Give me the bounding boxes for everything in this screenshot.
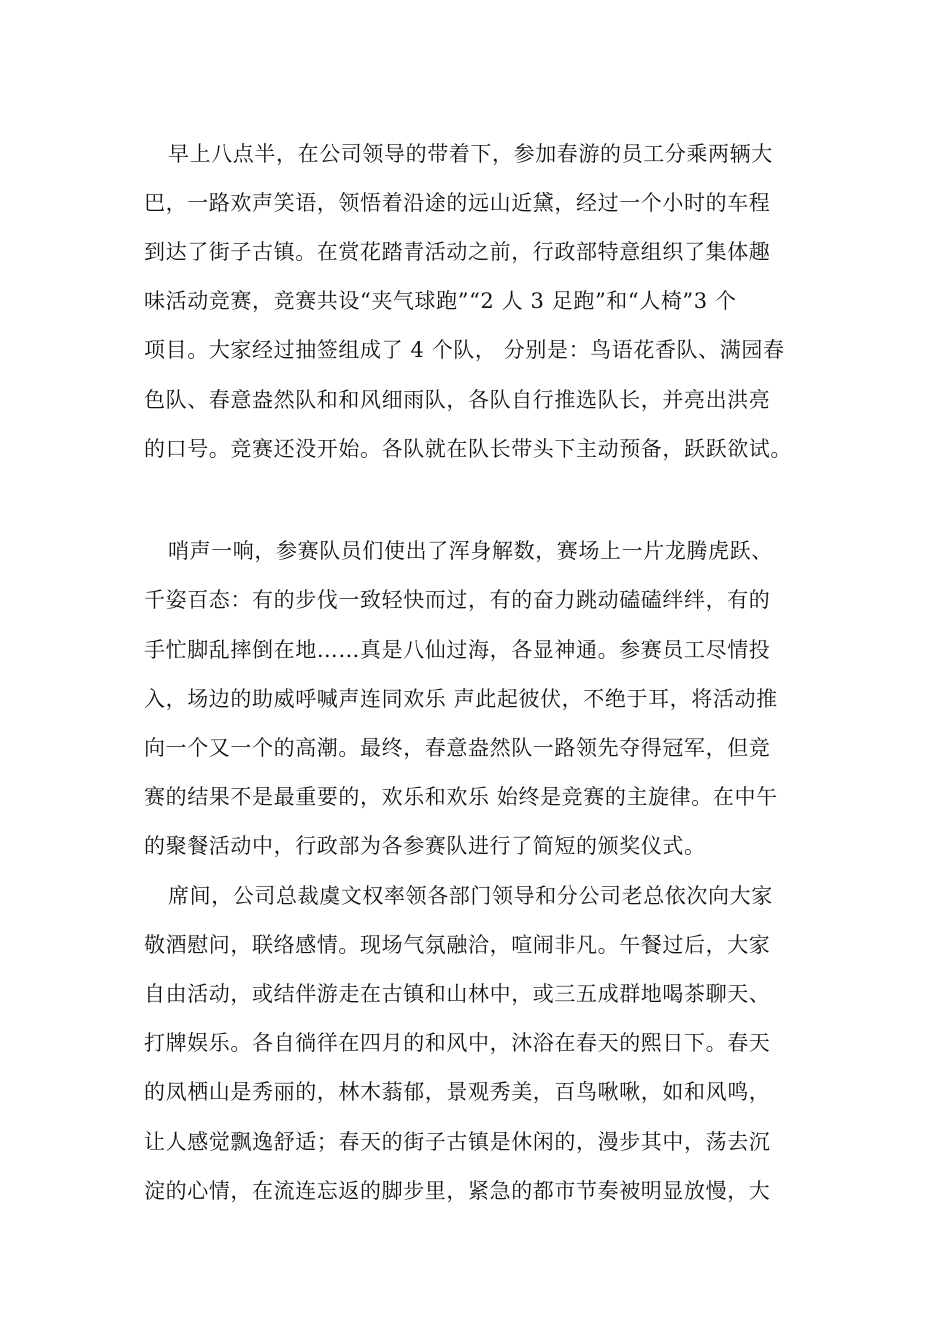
paragraph-line: 的口号。竞赛还没开始。各队就在队长带头下主动预备，跃跃欲试。 xyxy=(144,437,792,461)
paragraph-line: 的聚餐活动中，行政部为各参赛队进行了简短的颁奖仪式。 xyxy=(144,834,706,858)
paragraph-line: 淀的心情，在流连忘返的脚步里，紧急的都市节奏被明显放慢，大 xyxy=(144,1179,771,1203)
paragraph-line: 赛的结果不是最重要的，欢乐和欢乐 始终是竞赛的主旋律。在中午 xyxy=(144,785,778,809)
paragraph-line: 的凤栖山是秀丽的，林木蓊郁，景观秀美，百鸟啾啾，如和风鸣， xyxy=(144,1080,771,1104)
paragraph-line: 早上八点半，在公司领导的带着下，参加春游的员工分乘两辆大 xyxy=(168,142,773,166)
paragraph-line: 味活动竞赛，竞赛共设“夹气球跑”“2 人 3 足跑”和“人椅”3 个 xyxy=(144,289,737,313)
paragraph-line: 手忙脚乱摔倒在地……真是八仙过海，各显神通。参赛员工尽情投 xyxy=(144,638,771,662)
paragraph-line: 入，场边的助威呼喊声连同欢乐 声此起彼伏，不绝于耳，将活动推 xyxy=(144,687,778,711)
paragraph-line: 到达了街子古镇。在赏花踏青活动之前，行政部特意组织了集体趣 xyxy=(144,240,771,264)
paragraph-line: 让人感觉飘逸舒适；春天的街子古镇是休闲的，漫步其中，荡去沉 xyxy=(144,1130,771,1154)
paragraph-line: 自由活动，或结伴游走在古镇和山林中，或三五成群地喝茶聊天、 xyxy=(144,982,771,1006)
paragraph-line: 哨声一响，参赛队员们使出了浑身解数，赛场上一片龙腾虎跃、 xyxy=(168,539,773,563)
paragraph-line: 敬酒慰问，联络感情。现场气氛融洽，喧闹非凡。午餐过后，大家 xyxy=(144,933,771,957)
paragraph-line: 色队、春意盎然队和和风细雨队，各队自行推选队长，并亮出洪亮 xyxy=(144,388,771,412)
paragraph-line: 项目。大家经过抽签组成了 4 个队， 分别是：鸟语花香队、满园春 xyxy=(144,338,785,362)
paragraph-line: 巴，一路欢声笑语，领悟着沿途的远山近黛，经过一个小时的车程 xyxy=(144,191,771,215)
paragraph-line: 打牌娱乐。各自徜徉在四月的和风中，沐浴在春天的熙日下。春天 xyxy=(144,1031,771,1055)
paragraph-line: 向一个又一个的高潮。最终，春意盎然队一路领先夺得冠军，但竞 xyxy=(144,736,771,760)
paragraph-line: 千姿百态：有的步伐一致轻快而过，有的奋力跳动磕磕绊绊，有的 xyxy=(144,588,771,612)
paragraph-line: 席间，公司总裁虞文权率领各部门领导和分公司老总依次向大家 xyxy=(168,884,773,908)
